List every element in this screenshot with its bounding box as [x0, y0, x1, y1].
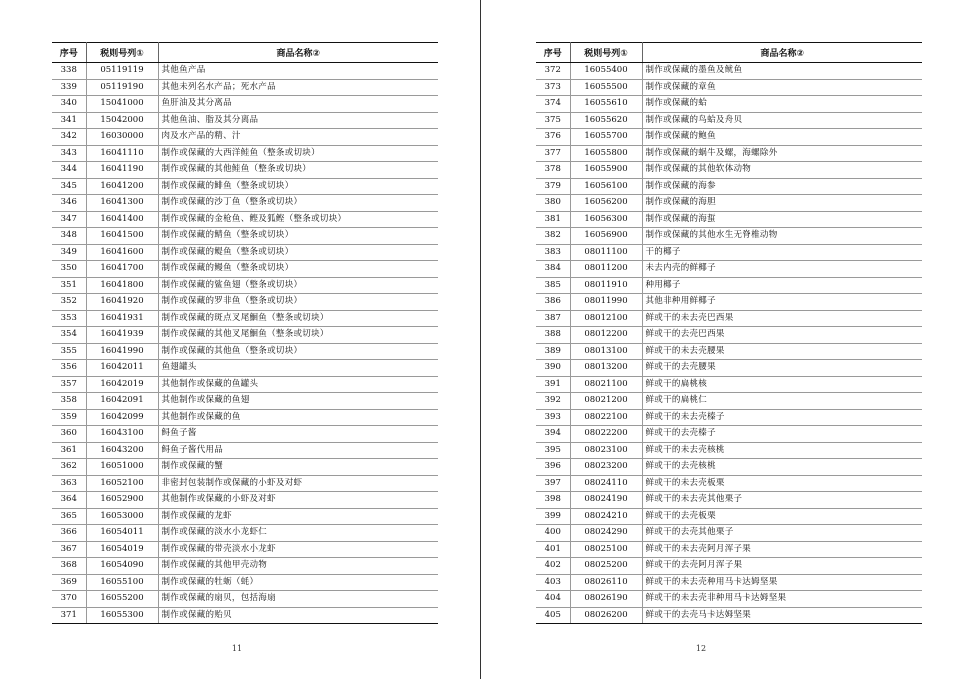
table-row [52, 294, 438, 311]
table-row [536, 178, 922, 195]
serial-no-cell: 343 [52, 145, 86, 162]
product-name-cell: 种用椰子 [642, 277, 922, 294]
tariff-code-cell: 16052100 [86, 475, 158, 492]
tariff-code-cell: 08024210 [570, 508, 642, 525]
serial-no-cell: 349 [52, 244, 86, 261]
tariff-code-cell: 16041920 [86, 294, 158, 311]
serial-no-cell: 365 [52, 508, 86, 525]
tariff-code-cell: 16041300 [86, 195, 158, 212]
serial-no-cell: 405 [536, 607, 570, 624]
serial-no-cell: 383 [536, 244, 570, 261]
header-tariff-code: 税则号列① [86, 43, 158, 63]
table-row [536, 393, 922, 410]
table-row [536, 277, 922, 294]
tariff-code-cell: 16055500 [570, 79, 642, 96]
tariff-code-cell: 08024110 [570, 475, 642, 492]
serial-no-cell: 395 [536, 442, 570, 459]
product-name-cell: 制作或保藏的鸟蛤及舟贝 [642, 112, 922, 129]
tariff-code-cell: 08022200 [570, 426, 642, 443]
right-page [481, 0, 960, 679]
serial-no-cell: 396 [536, 459, 570, 476]
product-name-cell: 鲜或干的未去壳种用马卡达姆坚果 [642, 574, 922, 591]
table-row [536, 426, 922, 443]
tariff-code-cell: 16041110 [86, 145, 158, 162]
tariff-code-cell: 16054011 [86, 525, 158, 542]
table-row [52, 525, 438, 542]
tariff-code-cell: 16051000 [86, 459, 158, 476]
table-row [52, 492, 438, 509]
serial-no-cell: 402 [536, 558, 570, 575]
product-name-cell: 制作或保藏的其他水生无脊椎动物 [642, 228, 922, 245]
tariff-code-cell: 15041000 [86, 96, 158, 113]
tariff-code-cell: 08021100 [570, 376, 642, 393]
table-body-right [536, 63, 922, 624]
table-row [52, 228, 438, 245]
serial-no-cell: 387 [536, 310, 570, 327]
product-name-cell: 鲜或干的未去壳腰果 [642, 343, 922, 360]
serial-no-cell: 339 [52, 79, 86, 96]
table-row [536, 294, 922, 311]
table-row [52, 426, 438, 443]
product-name-cell: 鲜或干的未去壳板栗 [642, 475, 922, 492]
tariff-code-cell: 08011100 [570, 244, 642, 261]
tariff-code-cell: 08026200 [570, 607, 642, 624]
tariff-code-cell: 16042091 [86, 393, 158, 410]
serial-no-cell: 399 [536, 508, 570, 525]
tariff-code-cell: 08011990 [570, 294, 642, 311]
product-name-cell: 制作或保藏的其他鱼（整条或切块） [158, 343, 438, 360]
tariff-table-left [52, 42, 438, 624]
product-name-cell: 其他制作或保藏的鱼 [158, 409, 438, 426]
serial-no-cell: 382 [536, 228, 570, 245]
product-name-cell: 制作或保藏的淡水小龙虾仁 [158, 525, 438, 542]
tariff-code-cell: 16055900 [570, 162, 642, 179]
product-name-cell: 其他制作或保藏的鱼翅 [158, 393, 438, 410]
serial-no-cell: 401 [536, 541, 570, 558]
tariff-code-cell: 08023200 [570, 459, 642, 476]
tariff-code-cell: 16043100 [86, 426, 158, 443]
serial-no-cell: 380 [536, 195, 570, 212]
product-name-cell: 鱼翅罐头 [158, 360, 438, 377]
tariff-code-cell: 16055800 [570, 145, 642, 162]
tariff-code-cell: 16055620 [570, 112, 642, 129]
tariff-code-cell: 16041939 [86, 327, 158, 344]
serial-no-cell: 370 [52, 591, 86, 608]
product-name-cell: 鲜或干的扁桃核 [642, 376, 922, 393]
product-name-cell: 制作或保藏的其他软体动物 [642, 162, 922, 179]
tariff-code-cell: 16056100 [570, 178, 642, 195]
table-row [52, 327, 438, 344]
product-name-cell: 制作或保藏的沙丁鱼（整条或切块） [158, 195, 438, 212]
serial-no-cell: 344 [52, 162, 86, 179]
serial-no-cell: 346 [52, 195, 86, 212]
tariff-code-cell: 16042019 [86, 376, 158, 393]
serial-no-cell: 376 [536, 129, 570, 146]
tariff-code-cell: 16055200 [86, 591, 158, 608]
serial-no-cell: 354 [52, 327, 86, 344]
table-row [536, 541, 922, 558]
table-row [536, 162, 922, 179]
table-row [536, 442, 922, 459]
product-name-cell: 制作或保藏的鳗鱼（整条或切块） [158, 261, 438, 278]
table-row [52, 409, 438, 426]
table-row [536, 525, 922, 542]
tariff-code-cell: 08012100 [570, 310, 642, 327]
tariff-code-cell: 16056900 [570, 228, 642, 245]
product-name-cell: 制作或保藏的扇贝，包括海扇 [158, 591, 438, 608]
serial-no-cell: 351 [52, 277, 86, 294]
serial-no-cell: 359 [52, 409, 86, 426]
table-body-left [52, 63, 438, 624]
product-name-cell: 鲜或干的未去壳非种用马卡达姆坚果 [642, 591, 922, 608]
tariff-code-cell: 08025100 [570, 541, 642, 558]
serial-no-cell: 347 [52, 211, 86, 228]
tariff-code-cell: 08024190 [570, 492, 642, 509]
table-row [536, 244, 922, 261]
table-row [52, 261, 438, 278]
tariff-code-cell: 08026190 [570, 591, 642, 608]
table-row [52, 145, 438, 162]
table-row [52, 310, 438, 327]
tariff-code-cell: 15042000 [86, 112, 158, 129]
product-name-cell: 制作或保藏的章鱼 [642, 79, 922, 96]
table-row [52, 574, 438, 591]
serial-no-cell: 391 [536, 376, 570, 393]
serial-no-cell: 364 [52, 492, 86, 509]
tariff-code-cell: 16055300 [86, 607, 158, 624]
serial-no-cell: 360 [52, 426, 86, 443]
tariff-code-cell: 08024290 [570, 525, 642, 542]
product-name-cell: 制作或保藏的其他甲壳动物 [158, 558, 438, 575]
serial-no-cell: 353 [52, 310, 86, 327]
tariff-code-cell: 16055400 [570, 63, 642, 80]
table-row [52, 96, 438, 113]
product-name-cell: 鲟鱼子酱 [158, 426, 438, 443]
table-row [536, 327, 922, 344]
page-number-left: 11 [231, 644, 243, 653]
product-name-cell: 其他鱼油、脂及其分离品 [158, 112, 438, 129]
serial-no-cell: 338 [52, 63, 86, 80]
product-name-cell: 制作或保藏的海胆 [642, 195, 922, 212]
product-name-cell: 鲜或干的去壳阿月浑子果 [642, 558, 922, 575]
table-row [52, 475, 438, 492]
table-row [536, 343, 922, 360]
table-row [52, 360, 438, 377]
tariff-code-cell: 16041931 [86, 310, 158, 327]
tariff-code-cell: 16042099 [86, 409, 158, 426]
serial-no-cell: 368 [52, 558, 86, 575]
product-name-cell: 制作或保藏的罗非鱼（整条或切块） [158, 294, 438, 311]
table-row [52, 393, 438, 410]
product-name-cell: 制作或保藏的海参 [642, 178, 922, 195]
tariff-code-cell: 16030000 [86, 129, 158, 146]
header-tariff-code: 税则号列① [570, 43, 642, 63]
product-name-cell: 鲜或干的去壳核桃 [642, 459, 922, 476]
table-row [536, 310, 922, 327]
product-name-cell: 制作或保藏的牡蛎（蚝） [158, 574, 438, 591]
tariff-table-right [536, 42, 922, 624]
product-name-cell: 其他非种用鲜椰子 [642, 294, 922, 311]
tariff-code-cell: 16043200 [86, 442, 158, 459]
table-row [52, 63, 438, 80]
header-product-name: 商品名称② [642, 43, 922, 63]
table-row [536, 79, 922, 96]
serial-no-cell: 403 [536, 574, 570, 591]
tariff-code-cell: 08022100 [570, 409, 642, 426]
tariff-code-cell: 16056200 [570, 195, 642, 212]
serial-no-cell: 357 [52, 376, 86, 393]
tariff-code-cell: 08025200 [570, 558, 642, 575]
table-row [52, 541, 438, 558]
table-row [536, 360, 922, 377]
serial-no-cell: 356 [52, 360, 86, 377]
serial-no-cell: 385 [536, 277, 570, 294]
table-row [536, 211, 922, 228]
tariff-code-cell: 08026110 [570, 574, 642, 591]
serial-no-cell: 379 [536, 178, 570, 195]
tariff-code-cell: 05119119 [86, 63, 158, 80]
serial-no-cell: 373 [536, 79, 570, 96]
serial-no-cell: 358 [52, 393, 86, 410]
table-row [52, 178, 438, 195]
table-row [536, 574, 922, 591]
table-row [52, 558, 438, 575]
serial-no-cell: 362 [52, 459, 86, 476]
serial-no-cell: 384 [536, 261, 570, 278]
table-row [52, 244, 438, 261]
table-row [536, 607, 922, 624]
product-name-cell: 制作或保藏的带壳淡水小龙虾 [158, 541, 438, 558]
tariff-code-cell: 16041600 [86, 244, 158, 261]
serial-no-cell: 350 [52, 261, 86, 278]
tariff-code-cell: 16054019 [86, 541, 158, 558]
tariff-code-cell: 08012200 [570, 327, 642, 344]
tariff-code-cell: 16054090 [86, 558, 158, 575]
tariff-code-cell: 16041990 [86, 343, 158, 360]
table-row [536, 475, 922, 492]
serial-no-cell: 374 [536, 96, 570, 113]
tariff-code-cell: 08021200 [570, 393, 642, 410]
product-name-cell: 鲜或干的去壳巴西果 [642, 327, 922, 344]
table-row [52, 195, 438, 212]
tariff-code-cell: 08013100 [570, 343, 642, 360]
product-name-cell: 鲜或干的扁桃仁 [642, 393, 922, 410]
product-name-cell: 制作或保藏的鲨鱼翅（整条或切块） [158, 277, 438, 294]
tariff-code-cell: 08011910 [570, 277, 642, 294]
table-row [52, 442, 438, 459]
serial-no-cell: 398 [536, 492, 570, 509]
serial-no-cell: 375 [536, 112, 570, 129]
product-name-cell: 非密封包装制作或保藏的小虾及对虾 [158, 475, 438, 492]
table-header-row [52, 43, 438, 63]
table-row [52, 277, 438, 294]
tariff-code-cell: 16041800 [86, 277, 158, 294]
product-name-cell: 鲜或干的去壳其他栗子 [642, 525, 922, 542]
table-row [536, 558, 922, 575]
product-name-cell: 未去内壳的鲜椰子 [642, 261, 922, 278]
product-name-cell: 鲜或干的未去壳榛子 [642, 409, 922, 426]
serial-no-cell: 369 [52, 574, 86, 591]
serial-no-cell: 400 [536, 525, 570, 542]
product-name-cell: 制作或保藏的其他鲑鱼（整条或切块） [158, 162, 438, 179]
product-name-cell: 制作或保藏的鳀鱼（整条或切块） [158, 244, 438, 261]
tariff-code-cell: 08011200 [570, 261, 642, 278]
table-row [52, 162, 438, 179]
serial-no-cell: 371 [52, 607, 86, 624]
serial-no-cell: 393 [536, 409, 570, 426]
table-row [536, 508, 922, 525]
header-serial-no: 序号 [536, 43, 570, 63]
table-row [536, 376, 922, 393]
table-row [536, 112, 922, 129]
product-name-cell: 鲟鱼子酱代用品 [158, 442, 438, 459]
table-row [52, 343, 438, 360]
serial-no-cell: 392 [536, 393, 570, 410]
tariff-code-cell: 16052900 [86, 492, 158, 509]
serial-no-cell: 394 [536, 426, 570, 443]
product-name-cell: 鲜或干的未去壳阿月浑子果 [642, 541, 922, 558]
product-name-cell: 制作或保藏的蛤 [642, 96, 922, 113]
serial-no-cell: 340 [52, 96, 86, 113]
product-name-cell: 鲜或干的去壳榛子 [642, 426, 922, 443]
serial-no-cell: 355 [52, 343, 86, 360]
table-row [52, 79, 438, 96]
tariff-code-cell: 08013200 [570, 360, 642, 377]
tariff-code-cell: 16041500 [86, 228, 158, 245]
table-header-row [536, 43, 922, 63]
tariff-code-cell: 16055700 [570, 129, 642, 146]
product-name-cell: 制作或保藏的其他叉尾鮰鱼（整条或切块） [158, 327, 438, 344]
tariff-code-cell: 16055100 [86, 574, 158, 591]
serial-no-cell: 397 [536, 475, 570, 492]
product-name-cell: 制作或保藏的鲭鱼（整条或切块） [158, 228, 438, 245]
serial-no-cell: 366 [52, 525, 86, 542]
product-name-cell: 鲜或干的未去壳核桃 [642, 442, 922, 459]
serial-no-cell: 389 [536, 343, 570, 360]
serial-no-cell: 378 [536, 162, 570, 179]
serial-no-cell: 377 [536, 145, 570, 162]
table-row [536, 261, 922, 278]
product-name-cell: 鲜或干的去壳马卡达姆坚果 [642, 607, 922, 624]
tariff-code-cell: 16041190 [86, 162, 158, 179]
table-row [52, 211, 438, 228]
tariff-code-cell: 16041700 [86, 261, 158, 278]
tariff-code-cell: 16042011 [86, 360, 158, 377]
serial-no-cell: 381 [536, 211, 570, 228]
table-row [52, 129, 438, 146]
table-row [536, 409, 922, 426]
tariff-code-cell: 16055610 [570, 96, 642, 113]
table-row [52, 607, 438, 624]
product-name-cell: 制作或保藏的蟹 [158, 459, 438, 476]
product-name-cell: 制作或保藏的龙虾 [158, 508, 438, 525]
tariff-code-cell: 16041200 [86, 178, 158, 195]
product-name-cell: 制作或保藏的海蜇 [642, 211, 922, 228]
table-row [536, 228, 922, 245]
table-row [536, 195, 922, 212]
product-name-cell: 鱼肝油及其分离品 [158, 96, 438, 113]
serial-no-cell: 372 [536, 63, 570, 80]
table-row [52, 508, 438, 525]
serial-no-cell: 348 [52, 228, 86, 245]
serial-no-cell: 352 [52, 294, 86, 311]
table-row [536, 145, 922, 162]
product-name-cell: 鲜或干的未去壳其他栗子 [642, 492, 922, 509]
product-name-cell: 鲜或干的未去壳巴西果 [642, 310, 922, 327]
product-name-cell: 鲜或干的去壳腰果 [642, 360, 922, 377]
table-row [52, 459, 438, 476]
header-serial-no: 序号 [52, 43, 86, 63]
product-name-cell: 制作或保藏的蜗牛及螺，海螺除外 [642, 145, 922, 162]
serial-no-cell: 390 [536, 360, 570, 377]
product-name-cell: 制作或保藏的金枪鱼、鲣及狐鲣（整条或切块） [158, 211, 438, 228]
tariff-code-cell: 05119190 [86, 79, 158, 96]
tariff-code-cell: 16041400 [86, 211, 158, 228]
product-name-cell: 制作或保藏的鲍鱼 [642, 129, 922, 146]
product-name-cell: 其他未列名水产品；死水产品 [158, 79, 438, 96]
table-row [52, 376, 438, 393]
product-name-cell: 其他制作或保藏的小虾及对虾 [158, 492, 438, 509]
serial-no-cell: 386 [536, 294, 570, 311]
product-name-cell: 鲜或干的去壳板栗 [642, 508, 922, 525]
product-name-cell: 肉及水产品的精、汁 [158, 129, 438, 146]
table-row [52, 591, 438, 608]
product-name-cell: 制作或保藏的鲱鱼（整条或切块） [158, 178, 438, 195]
tariff-code-cell: 16056300 [570, 211, 642, 228]
product-name-cell: 制作或保藏的大西洋鲑鱼（整条或切块） [158, 145, 438, 162]
table-row [536, 63, 922, 80]
table-row [536, 492, 922, 509]
product-name-cell: 制作或保藏的墨鱼及鱿鱼 [642, 63, 922, 80]
product-name-cell: 制作或保藏的斑点叉尾鮰鱼（整条或切块） [158, 310, 438, 327]
table-row [536, 129, 922, 146]
serial-no-cell: 363 [52, 475, 86, 492]
table-row [52, 112, 438, 129]
serial-no-cell: 361 [52, 442, 86, 459]
table-row [536, 459, 922, 476]
page-number-right: 12 [695, 644, 707, 653]
serial-no-cell: 404 [536, 591, 570, 608]
header-product-name: 商品名称② [158, 43, 438, 63]
table-row [536, 96, 922, 113]
serial-no-cell: 342 [52, 129, 86, 146]
serial-no-cell: 388 [536, 327, 570, 344]
product-name-cell: 其他制作或保藏的鱼罐头 [158, 376, 438, 393]
serial-no-cell: 345 [52, 178, 86, 195]
tariff-code-cell: 08023100 [570, 442, 642, 459]
serial-no-cell: 341 [52, 112, 86, 129]
product-name-cell: 其他鱼产品 [158, 63, 438, 80]
table-row [536, 591, 922, 608]
serial-no-cell: 367 [52, 541, 86, 558]
tariff-code-cell: 16053000 [86, 508, 158, 525]
product-name-cell: 制作或保藏的贻贝 [158, 607, 438, 624]
product-name-cell: 干的椰子 [642, 244, 922, 261]
